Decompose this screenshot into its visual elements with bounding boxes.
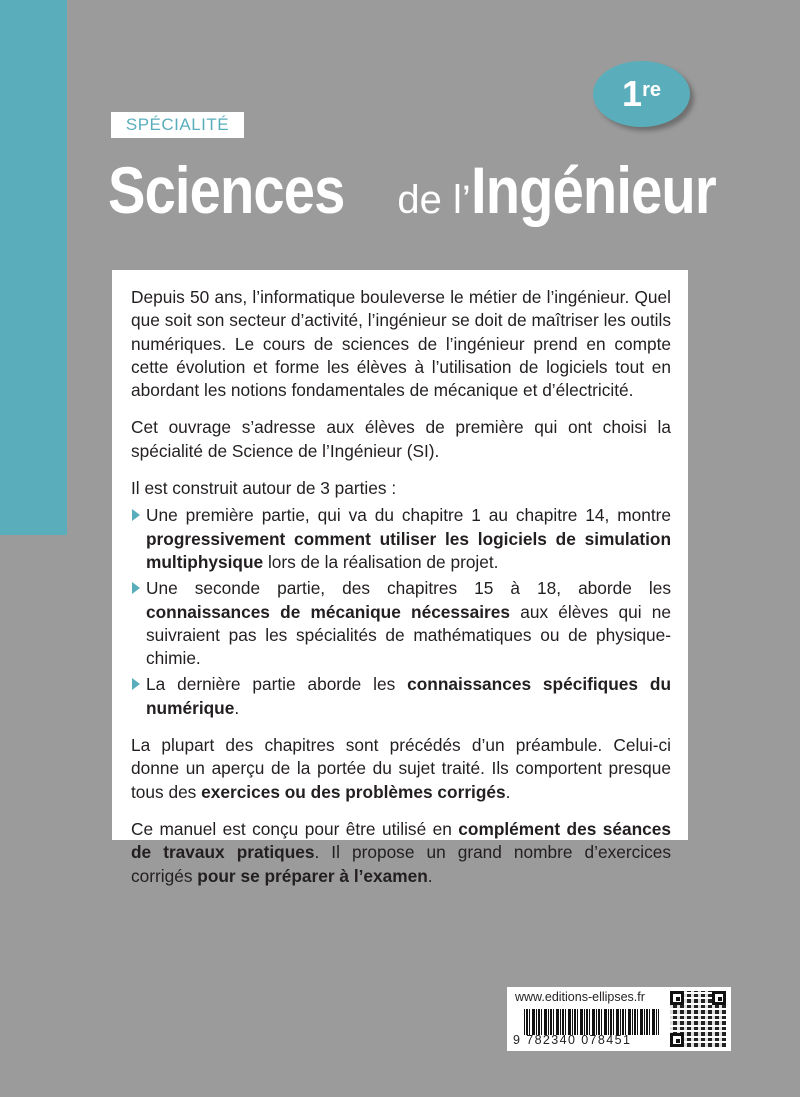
teal-side-bar [0,0,67,535]
level-number: 1 [622,73,643,114]
triangle-bullet-icon [132,678,140,690]
list-item-text: . [234,697,240,718]
intro-paragraph: Depuis 50 ans, l’informatique bouleverse le métier de l’ingénieur. Quel que soit son secteur d’activité, l’ingénieur se doit de maîtriser les outils numériques. Le cours de sciences de l’ingénieur prend en compte cette évolution et forme les élèves à l’utilisation de logiciels tout en abordant les notions fondamentales de mécanique et d’électricité. [131,287,671,401]
qr-code-icon [670,991,726,1047]
specialite-badge: SPÉCIALITÉ [111,112,244,138]
title-de: de l’ [386,178,471,222]
list-item-text: La dernière partie aborde les [146,674,408,695]
parts-list [131,504,671,720]
triangle-bullet-icon [132,582,140,594]
paragraph-text: Ce manuel est conçu pour être utilisé en [131,818,459,839]
list-item-text: Une seconde partie, des chapitres 15 à 18, aborde les [146,578,671,599]
usage-paragraph [131,818,671,888]
list-item-bold: connaissances spécifiques du numérique [146,674,671,718]
list-item-bold: progressivement comment utiliser les logiciels de simulation multiphysique [146,528,671,572]
description-panel [112,270,688,886]
list-item-text: aux élèves qui ne suivraient pas les spécialités de mathématiques ou de physique-chimie. [146,601,671,669]
barcode-panel [507,987,731,1051]
list-item-text: Une première partie, qui va du chapitre 1 au chapitre 14, montre [146,505,671,526]
paragraph-bold: pour se préparer à l’examen [197,865,428,886]
paragraph-bold: complément des séances de travaux pratiques [131,818,671,863]
paragraph-text: . [427,865,433,886]
level-badge [593,61,690,127]
paragraph-bold: exercices ou des problèmes corrigés [201,781,506,802]
list-item [131,504,671,574]
paragraph-text: . [505,781,511,802]
publisher-website: www.editions-ellipses.fr [515,990,645,1004]
triangle-bullet-icon [132,509,140,521]
title-sciences: Sciences [108,153,345,227]
structure-intro: Il est construit autour de 3 parties : [131,478,397,499]
isbn-number: 9 782340 078451 [513,1033,632,1047]
title-ingenieur: Ingénieur [470,153,716,227]
list-item-text: lors de la réalisation de projet. [263,551,499,572]
level-suffix: re [642,79,661,101]
paragraph-text: . Il propose un grand nombre d’exercices corrigés [131,842,671,886]
chapters-paragraph [131,734,671,804]
book-title [108,150,716,230]
list-item-bold: connaissances de mécanique nécessaires [146,601,510,622]
audience-paragraph: Cet ouvrage s’adresse aux élèves de première qui ont choisi la spécialité de Science de l’Ingénieur (SI). [131,417,671,461]
barcode-icon [524,1009,659,1035]
list-item [131,577,671,670]
list-item [131,673,671,720]
paragraph-text: La plupart des chapitres sont précédés d’un préambule. Celui-ci donne un aperçu de la portée du sujet traité. Ils comportent presque tous des [131,735,671,802]
